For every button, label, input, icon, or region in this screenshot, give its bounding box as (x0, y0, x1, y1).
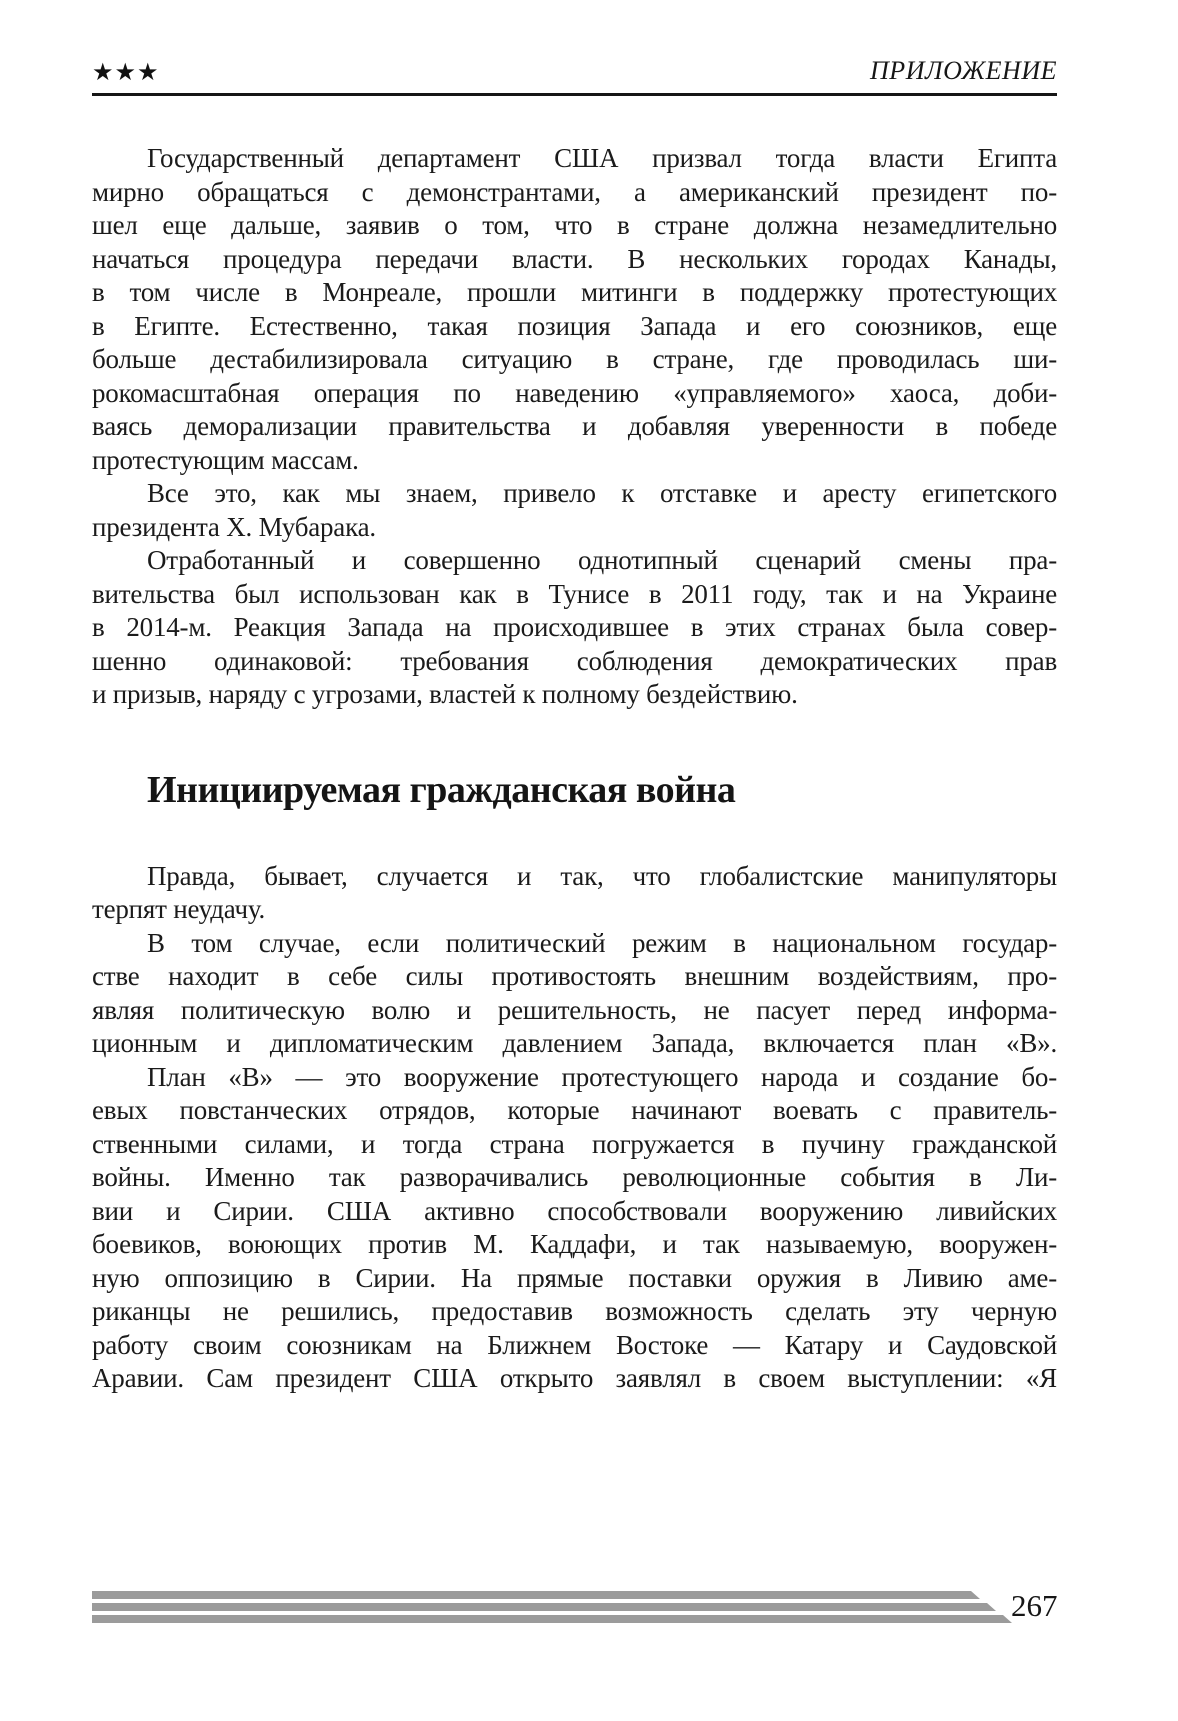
text-line: в 2014-м. Реакция Запада на происходившее в этих странах была совер- (92, 612, 1057, 642)
header-rule (92, 93, 1057, 96)
text-line: в Египте. Естественно, такая позиция Запада и его союзников, еще (92, 310, 1057, 341)
text-line: шенно одинаковой: требования соблюдения демократических прав (92, 645, 1057, 676)
paragraph (92, 927, 1057, 1061)
text-line: шел еще дальше, заявив о том, что в стране должна незамедлительно (92, 210, 1057, 240)
text-line: Аравии. Сам президент США открыто заявлял в своем выступлении: «Я (92, 1363, 1057, 1393)
page-header (92, 58, 1057, 93)
text-line: ционным и дипломатическим давлением Запада, включается план «В». (92, 1028, 1057, 1058)
paragraph (92, 860, 1057, 927)
text-line: риканцы не решились, предоставив возможность сделать эту черную (92, 1296, 1057, 1326)
paragraph (92, 142, 1057, 477)
text-line: В том случае, если политический режим в национальном государ- (147, 927, 1057, 958)
text-line: терпят неудачу. (92, 894, 266, 924)
text-line: в том числе в Монреале, прошли митинги в поддержку протестующих (92, 277, 1057, 307)
text-line: вительства был использован как в Тунисе в 2011 году, так и на Украине (92, 578, 1057, 609)
page-content (0, 58, 1178, 1396)
text-line: ваясь деморализации правительства и добавляя уверенности в победе (92, 411, 1057, 441)
text-line: работу своим союзникам на Ближнем Востоке — Катару и Саудовской (92, 1329, 1057, 1360)
text-line: протестующим массам. (92, 444, 359, 475)
text-line: ную оппозицию в Сирии. На прямые поставки оружия в Ливию аме- (92, 1262, 1057, 1293)
footer-stripe (92, 1615, 1012, 1623)
text-line: вии и Сирии. США активно способствовали вооружению ливийских (92, 1195, 1057, 1226)
paragraph (92, 477, 1057, 544)
page-footer (92, 1588, 1178, 1631)
paragraph (92, 544, 1057, 712)
text-line: Государственный департамент США призвал тогда власти Египта (147, 143, 1057, 173)
text-line: боевиков, воюющих против М. Каддафи, и так называемую, вооружен- (92, 1229, 1057, 1259)
footer-stripe (92, 1603, 996, 1611)
text-line: евых повстанческих отрядов, которые начинают воевать с правитель- (92, 1095, 1057, 1125)
text-line: начаться процедура передачи власти. В нескольких городах Канады, (92, 243, 1057, 274)
text-line: рокомасштабная операция по наведению «управляемого» хаоса, доби- (92, 377, 1057, 408)
text-line: мирно обращаться с демонстрантами, а американский президент по- (92, 176, 1057, 207)
running-head: ПРИЛОЖЕНИЕ (870, 56, 1057, 85)
text-line: Отработанный и совершенно однотипный сценарий смены пра- (147, 545, 1057, 575)
book-page (0, 58, 1178, 1721)
body-blocks (92, 142, 1057, 1396)
text-line: Правда, бывает, случается и так, что глобалистские манипуляторы (147, 860, 1057, 891)
footer-stripe (92, 1591, 980, 1599)
text-line: Все это, как мы знаем, привело к отставке и аресту египетского (147, 478, 1057, 508)
text-line: президента Х. Мубарака. (92, 511, 376, 542)
stars-icon: ★★★ (92, 58, 160, 86)
text-line: больше дестабилизировала ситуацию в стране, где проводилась ши- (92, 344, 1057, 374)
text-line: стве находит в себе силы противостоять внешним воздействиям, про- (92, 961, 1057, 991)
text-line: План «В» — это вооружение протестующего народа и создание бо- (147, 1061, 1057, 1092)
text-line: войны. Именно так разворачивались революционные события в Ли- (92, 1162, 1057, 1192)
page-number: 267 (1011, 1588, 1058, 1623)
paragraph (92, 1061, 1057, 1396)
text-line: ственными силами, и тогда страна погружается в пучину гражданской (92, 1128, 1057, 1159)
text-line: являя политическую волю и решительность, не пасует перед информа- (92, 994, 1057, 1025)
section-heading: Инициируемая гражданская война (147, 768, 736, 811)
text-line: и призыв, наряду с угрозами, властей к полному бездействию. (92, 679, 798, 709)
